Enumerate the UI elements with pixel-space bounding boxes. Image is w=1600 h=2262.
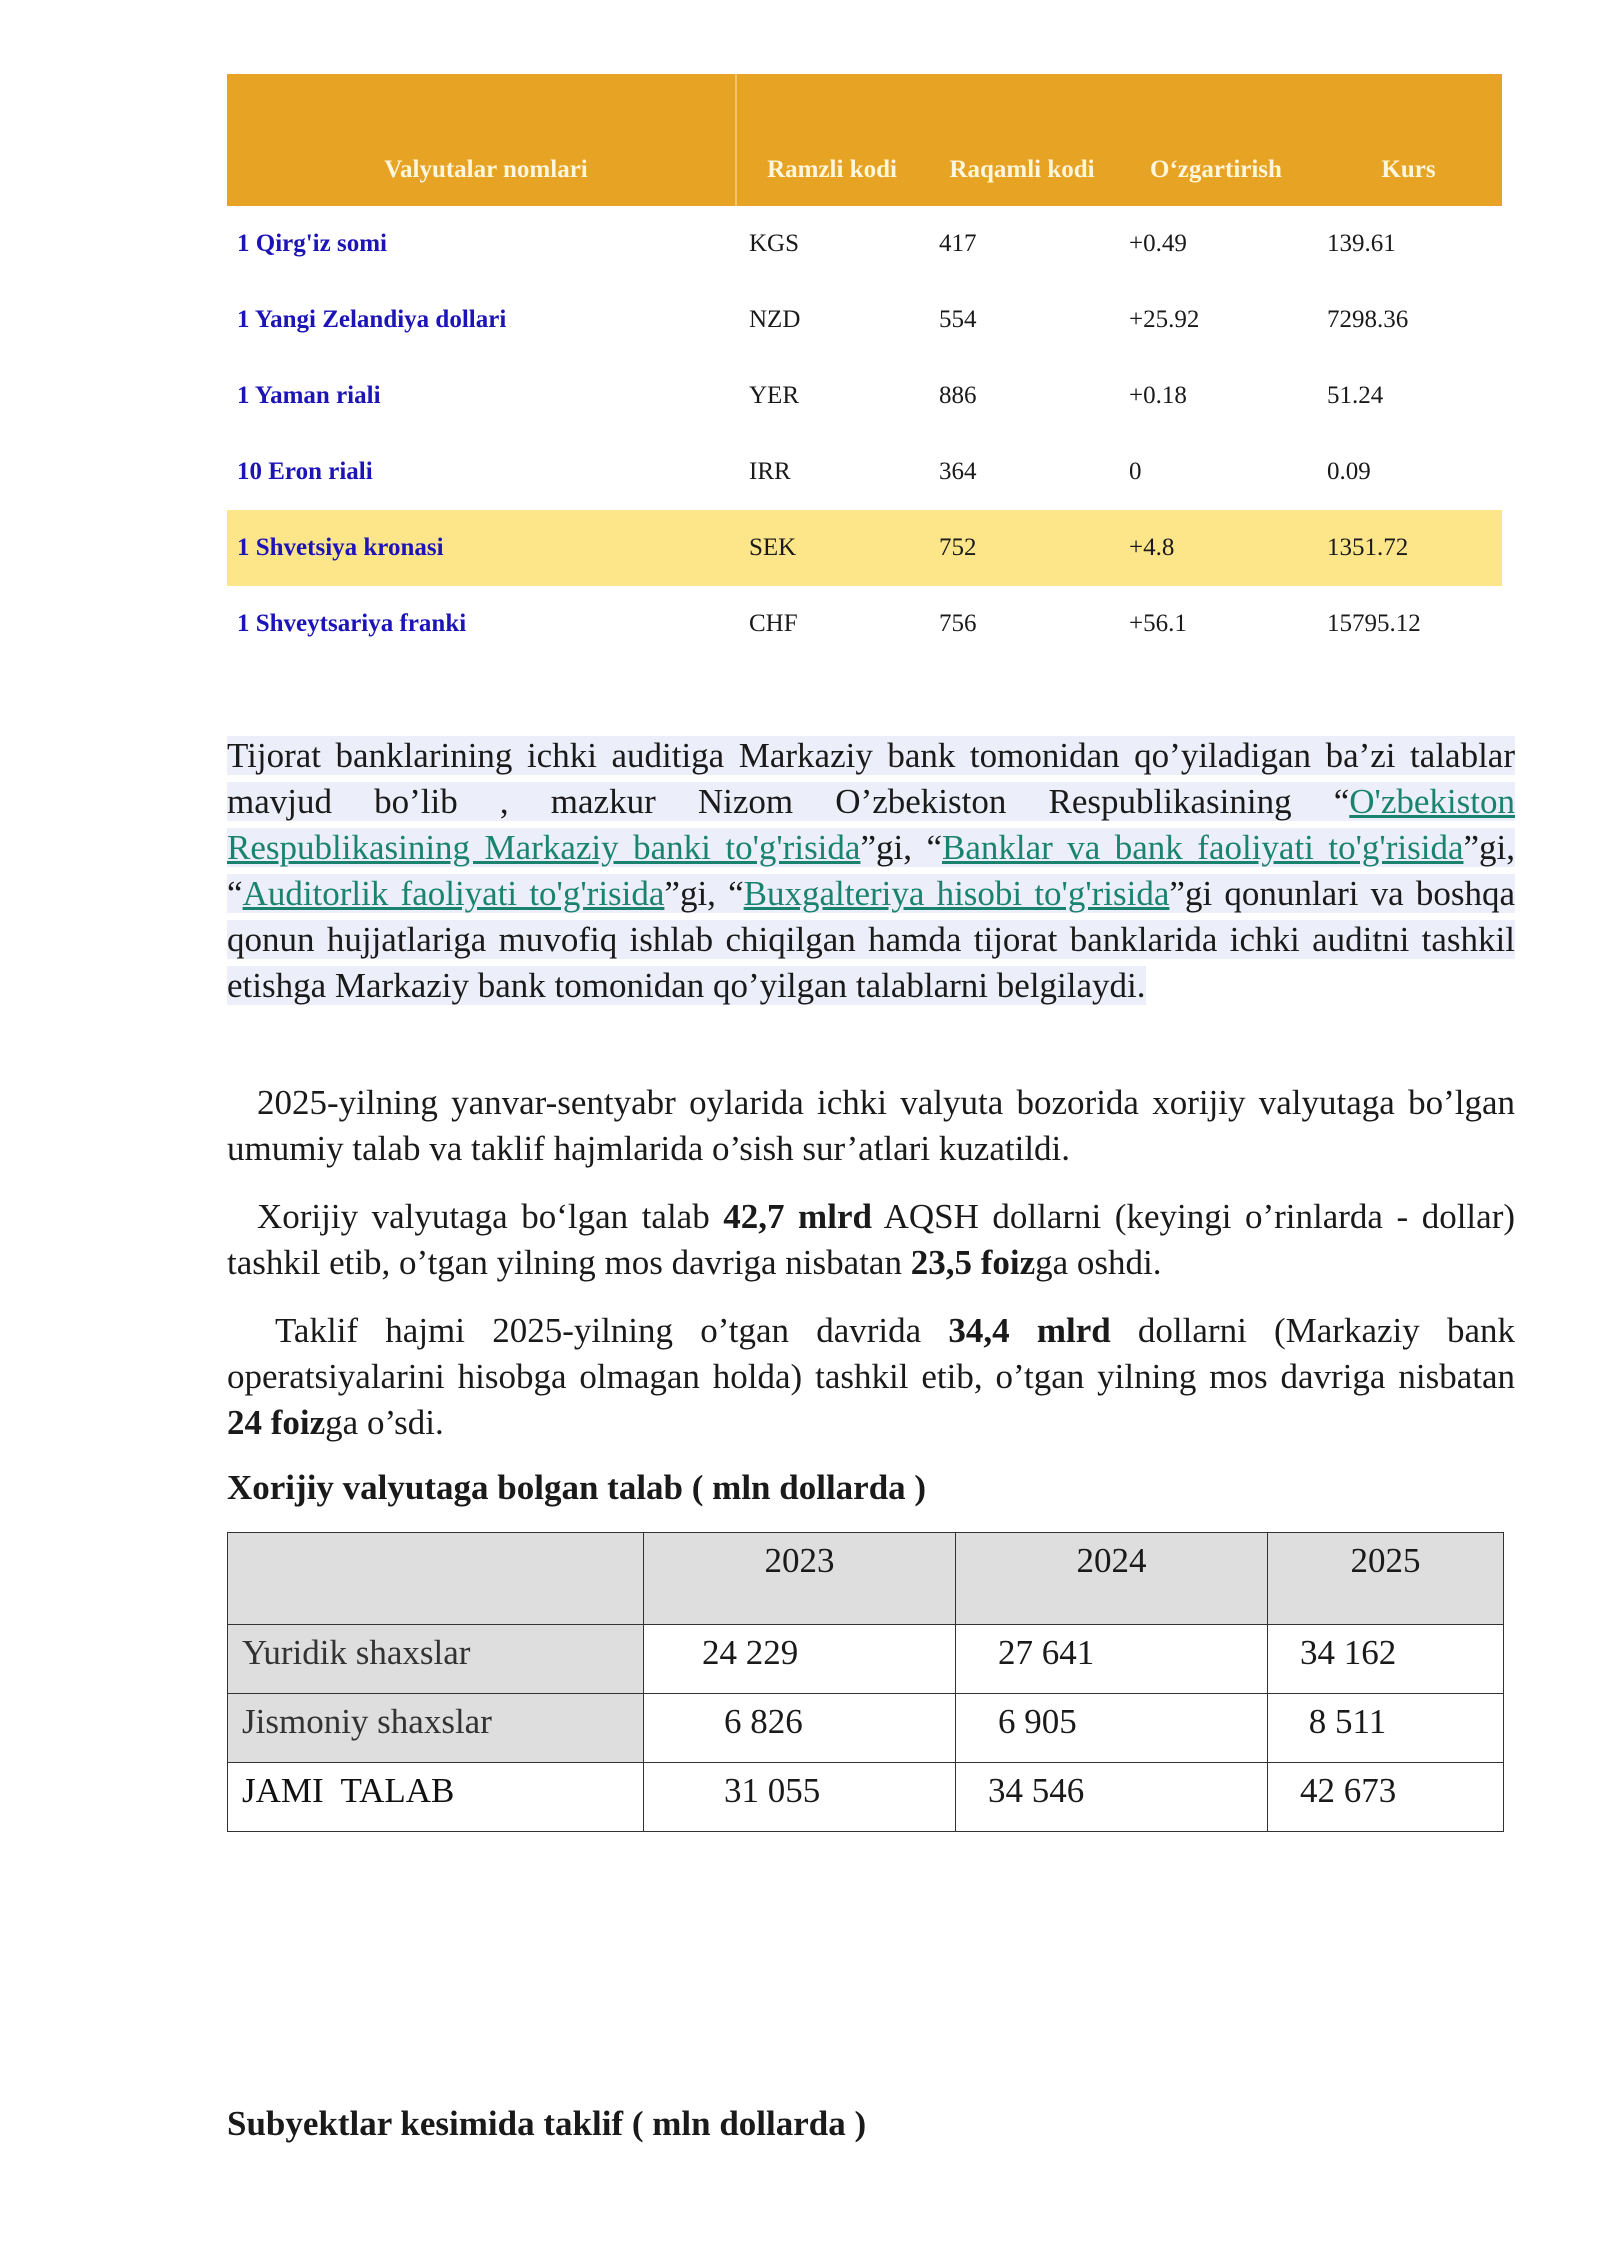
text-segment: Tijorat banklarining ichki auditiga Markaziy bank tomonidan qo’yiladigan ba’zi talablar mavjud bo’lib , mazkur Nizom O’zbekiston Respublikasining “ [227, 736, 1515, 821]
currency-table-body [227, 206, 1502, 662]
supply-table-title: Subyektlar kesimida taklif ( mln dollarda ) [227, 2104, 867, 2143]
cell-value: 24 229 [644, 1625, 956, 1694]
symbol-code: KGS [749, 230, 800, 257]
symbol-code: IRR [749, 458, 791, 485]
cell-value: 31 055 [644, 1763, 956, 1832]
symbol-code: NZD [749, 306, 801, 333]
paragraph-demand [227, 1194, 1515, 1286]
rate-change: 0 [1129, 458, 1142, 485]
law-link-banks[interactable]: Banklar va bank faoliyati to'g'risida [941, 828, 1464, 867]
demand-table-header [228, 1533, 1504, 1625]
currency-row [227, 510, 1502, 586]
demand-volume: 42,7 mlrd [723, 1197, 872, 1236]
numeric-code: 752 [939, 534, 977, 561]
currency-row [227, 586, 1502, 662]
text-segment: ga oshdi. [1035, 1243, 1162, 1282]
demand-table [227, 1532, 1504, 1832]
numeric-code: 364 [939, 458, 977, 485]
currency-rates-table [227, 74, 1502, 662]
header-change: O‘zgartirish [1150, 156, 1282, 183]
text-segment: dollarni (Markaziy bank operatsiyalarini hisobga olmagan holda) tashkil etib, o’tgan yilning mos davriga nisbatan [227, 1311, 1515, 1396]
currency-row [227, 358, 1502, 434]
header-symbol-code: Ramzli kodi [767, 156, 897, 183]
rate-change: +25.92 [1129, 306, 1200, 333]
rate-change: +56.1 [1129, 610, 1187, 637]
currency-name: 10 Eron riali [237, 458, 373, 485]
text-segment: Xorijiy valyutaga bo‘lgan talab [257, 1197, 724, 1236]
cell-value: 6 905 [956, 1694, 1268, 1763]
exchange-rate: 1351.72 [1327, 534, 1409, 561]
currency-name: 1 Shvetsiya kronasi [237, 534, 444, 561]
header-empty-cell [228, 1533, 644, 1625]
paragraph-internal-audit [227, 733, 1515, 1009]
symbol-code: SEK [749, 534, 797, 561]
currency-name: 1 Yaman riali [237, 382, 381, 409]
currency-row [227, 206, 1502, 282]
currency-name: 1 Shveytsariya franki [237, 610, 467, 637]
text-segment: ”gi, “ [860, 828, 942, 867]
text-segment: Taklif hajmi 2025-yilning o’tgan davrida [275, 1311, 949, 1350]
currency-row [227, 282, 1502, 358]
year-2023: 2023 [644, 1533, 956, 1625]
law-link-auditing[interactable]: Auditorlik faoliyati to'g'risida [242, 874, 665, 913]
currency-name: 1 Yangi Zelandiya dollari [237, 306, 507, 333]
cell-value: 34 546 [956, 1763, 1268, 1832]
currency-name: 1 Qirg'iz somi [237, 230, 387, 257]
rate-change: +4.8 [1129, 534, 1175, 561]
rate-change: +0.18 [1129, 382, 1187, 409]
paragraph-market-growth: 2025-yilning yanvar-sentyabr oylarida ichki valyuta bozorida xorijiy valyutaga bo’lgan umumiy talab va taklif hajmlarida o’sish sur’atlari kuzatildi. [227, 1083, 1515, 1168]
year-2024: 2024 [956, 1533, 1268, 1625]
header-currency-name: Valyutalar nomlari [227, 74, 737, 206]
text-segment: ”gi qonunlari va boshqa qonun hujjatlariga muvofiq ishlab chiqilgan hamda tijorat banklarida ichki auditni tashkil etishga Markaziy bank tomonidan qo’yilgan talablarni belgilaydi. [227, 874, 1516, 1005]
year-2025: 2025 [1268, 1533, 1504, 1625]
paragraph-text [227, 736, 1515, 1005]
symbol-code: CHF [749, 610, 798, 637]
exchange-rate: 7298.36 [1327, 306, 1409, 333]
exchange-rate: 51.24 [1327, 382, 1384, 409]
header-numeric-code: Raqamli kodi [949, 156, 1095, 183]
paragraph-supply [227, 1308, 1515, 1446]
table-row [228, 1763, 1504, 1832]
currency-table-header [227, 74, 1502, 206]
rate-change: +0.49 [1129, 230, 1187, 257]
text-segment: ”gi, “ [664, 874, 744, 913]
cell-value: 6 826 [644, 1694, 956, 1763]
cell-value: 27 641 [956, 1625, 1268, 1694]
supply-growth: 24 foiz [227, 1403, 326, 1442]
header-rate: Kurs [1381, 156, 1436, 183]
law-link-accounting[interactable]: Buxgalteriya hisobi to'g'risida [743, 874, 1170, 913]
supply-volume: 34,4 mlrd [948, 1311, 1111, 1350]
row-label: Jismoniy shaxslar [228, 1694, 644, 1763]
row-label: Yuridik shaxslar [228, 1625, 644, 1694]
symbol-code: YER [749, 382, 799, 409]
demand-table-title: Xorijiy valyutaga bolgan talab ( mln dollarda ) [227, 1468, 927, 1507]
numeric-code: 756 [939, 610, 977, 637]
law-link-central-bank[interactable]: O'zbekiston Respublikasining Markaziy banki to'g'risida [227, 782, 1515, 867]
numeric-code: 554 [939, 306, 977, 333]
numeric-code: 417 [939, 230, 977, 257]
text-segment: ga o’sdi. [325, 1403, 444, 1442]
cell-value: 34 162 [1268, 1625, 1504, 1694]
exchange-rate: 0.09 [1327, 458, 1371, 485]
text-segment: AQSH dollarni (keyingi o’rinlarda - dollar) tashkil etib, o’tgan yilning mos davriga nisbatan [227, 1197, 1516, 1282]
demand-growth: 23,5 foiz [910, 1243, 1036, 1282]
table-row [228, 1694, 1504, 1763]
table-row [228, 1625, 1504, 1694]
row-label-total: JAMI TALAB [228, 1763, 644, 1832]
exchange-rate: 139.61 [1327, 230, 1396, 257]
numeric-code: 886 [939, 382, 977, 409]
text-segment: ”gi, “ [227, 828, 1515, 913]
exchange-rate: 15795.12 [1327, 610, 1421, 637]
currency-row [227, 434, 1502, 510]
cell-value: 8 511 [1268, 1694, 1504, 1763]
cell-value: 42 673 [1268, 1763, 1504, 1832]
